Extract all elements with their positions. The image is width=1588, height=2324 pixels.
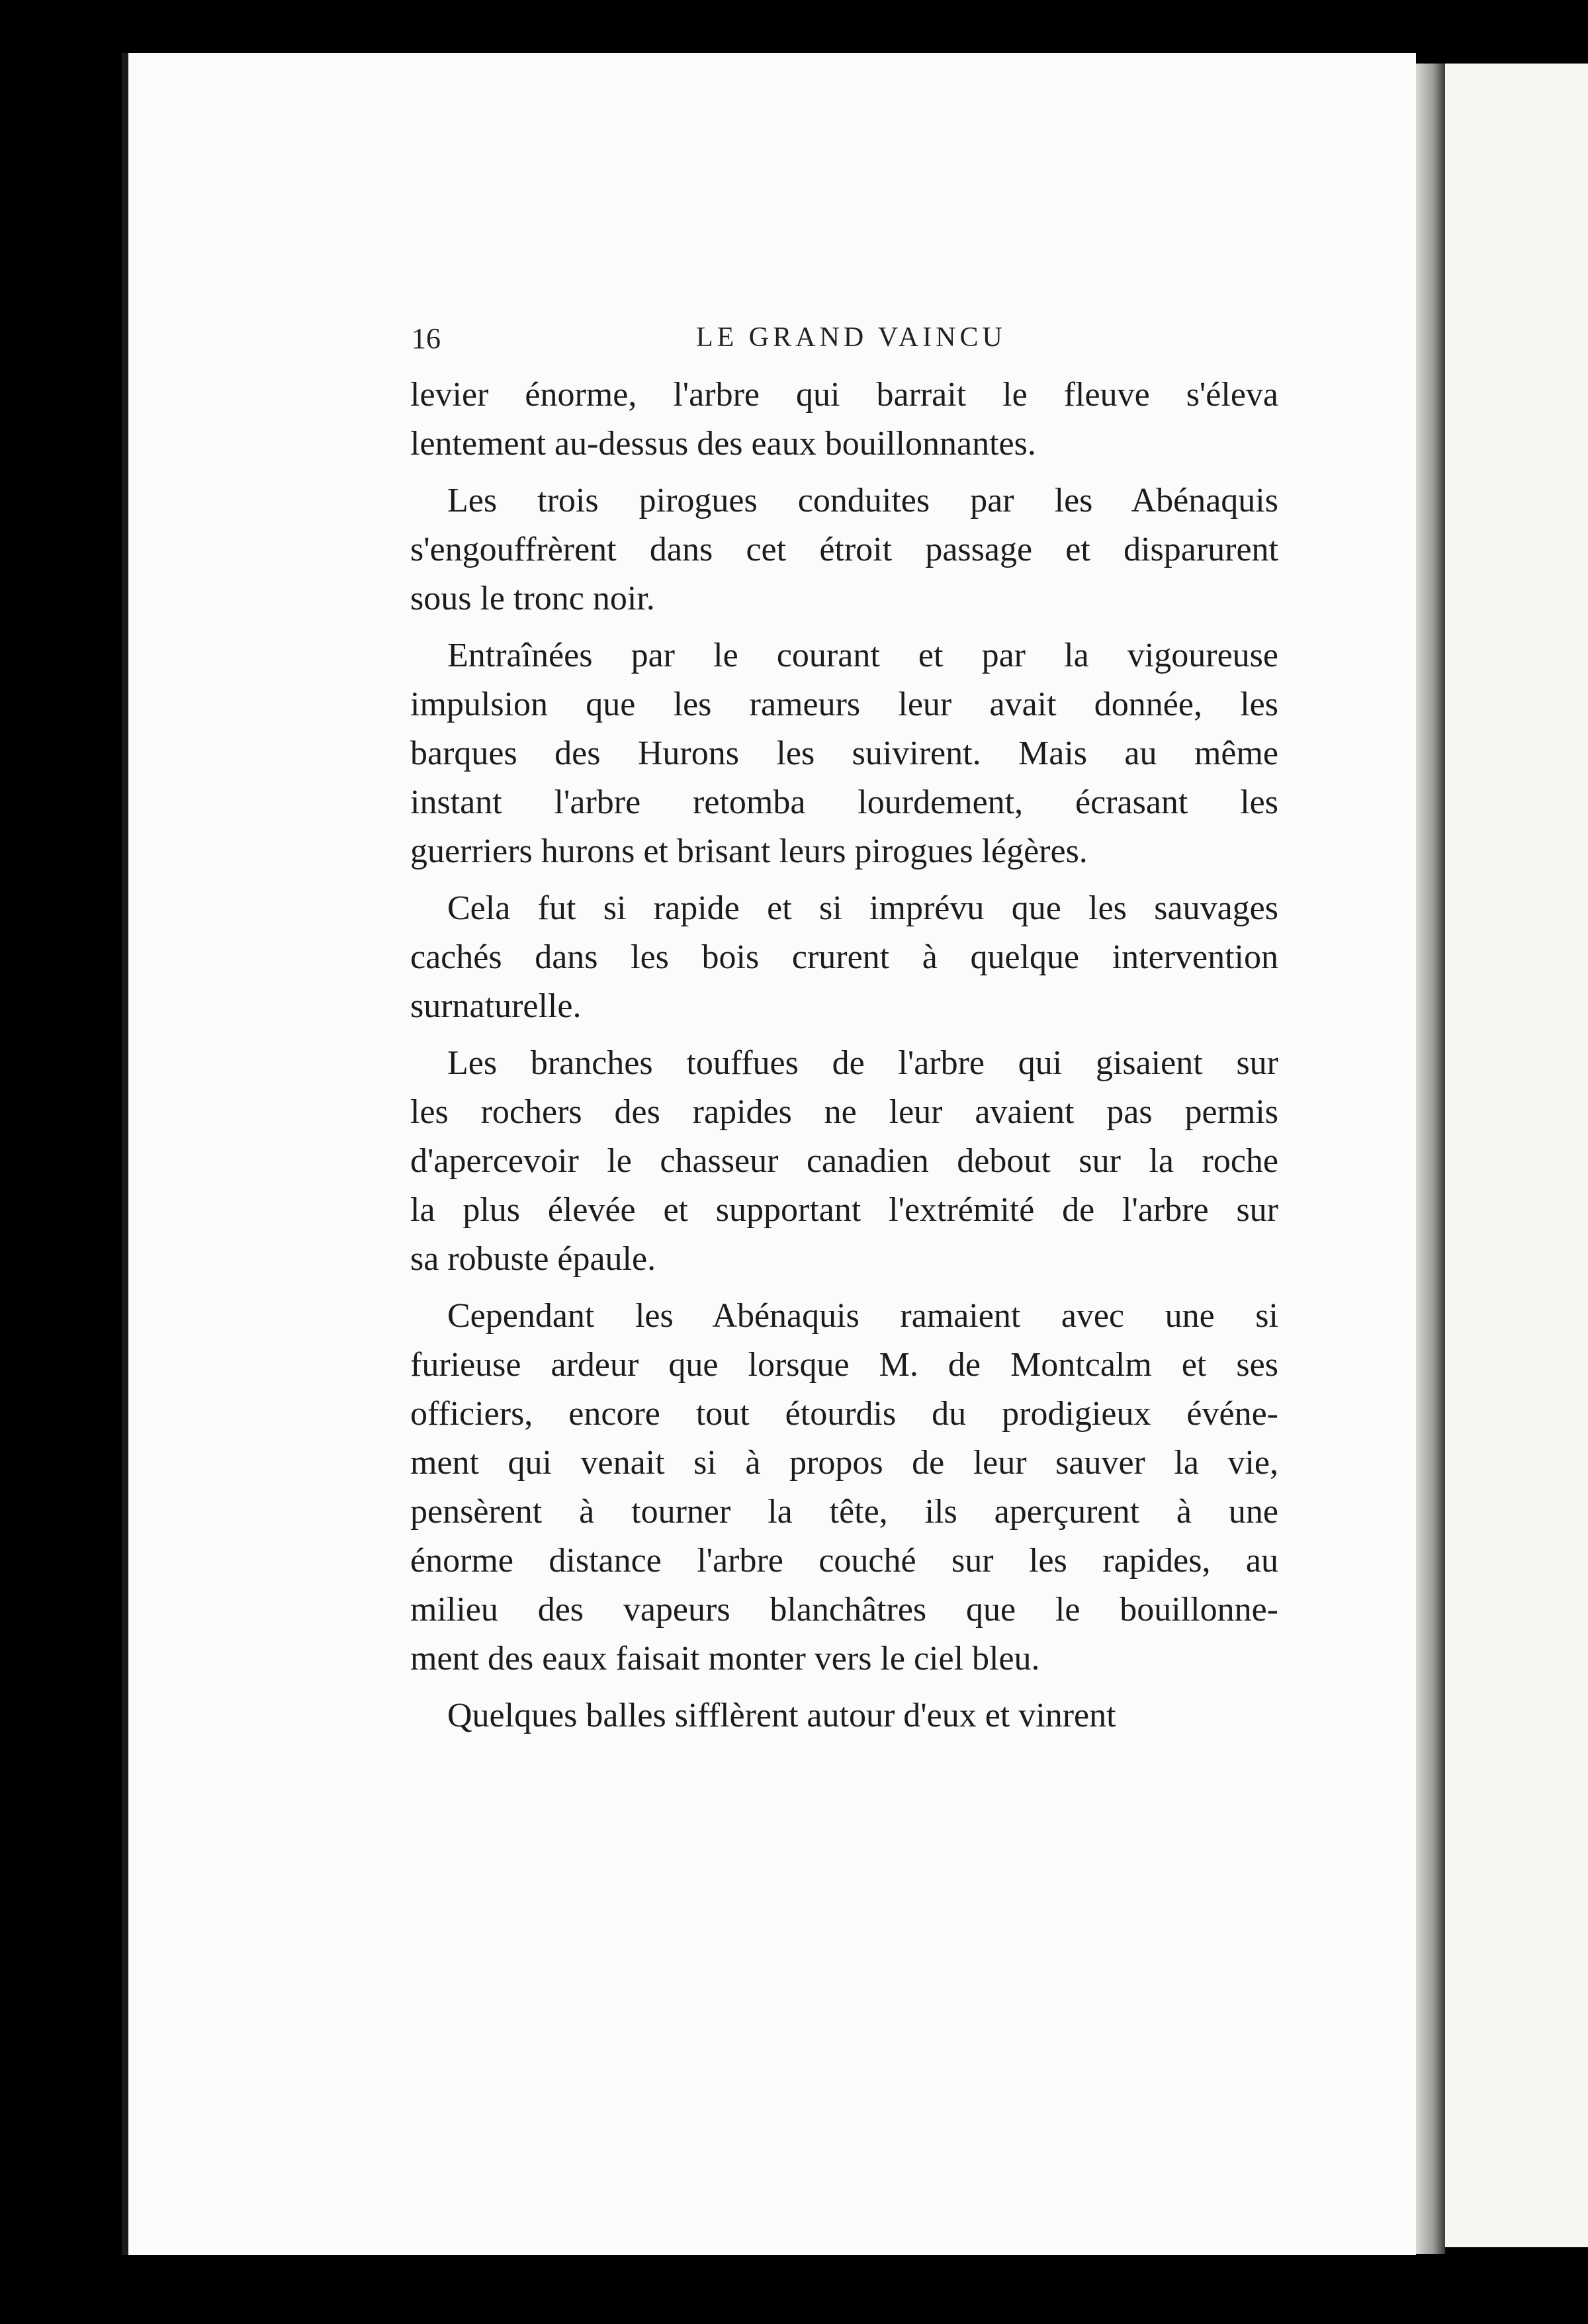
- paragraph: [410, 476, 1278, 623]
- text-line: la plus élevée et supportant l'extrémité de l'arbre sur: [410, 1191, 1278, 1229]
- text-line: Les trois pirogues conduites par les Abénaquis: [447, 482, 1278, 519]
- paragraph-gap: [410, 876, 1278, 884]
- running-head: [412, 322, 1278, 361]
- body-text: [410, 371, 1278, 1740]
- text-line: sous le tronc noir.: [410, 580, 655, 617]
- text-line: instant l'arbre retomba lourdement, écrasant les: [410, 783, 1278, 821]
- text-line: ment des eaux faisait monter vers le ciel bleu.: [410, 1640, 1040, 1677]
- text-line: Les branches touffues de l'arbre qui gisaient sur: [447, 1044, 1278, 1082]
- text-line: sa robuste épaule.: [410, 1240, 656, 1278]
- text-line: énorme distance l'arbre couché sur les rapides, au: [410, 1542, 1278, 1580]
- text-line: d'apercevoir le chasseur canadien debout sur la roche: [410, 1142, 1278, 1180]
- text-line: furieuse ardeur que lorsque M. de Montcalm et ses: [410, 1346, 1278, 1384]
- text-line: ment qui venait si à propos de leur sauver la vie,: [410, 1444, 1278, 1482]
- text-line: barques des Hurons les suivirent. Mais au même: [410, 735, 1278, 772]
- paragraph-gap: [410, 1683, 1278, 1691]
- paragraph: [410, 631, 1278, 876]
- paragraph-gap: [410, 1284, 1278, 1292]
- text-line: Cependant les Abénaquis ramaient avec une si: [447, 1297, 1278, 1335]
- text-line: levier énorme, l'arbre qui barrait le fleuve s'éleva: [410, 376, 1278, 414]
- paragraph: [410, 884, 1278, 1031]
- text-line: s'engouffrèrent dans cet étroit passage et disparurent: [410, 531, 1278, 568]
- text-line: Quelques balles sifflèrent autour d'eux et vinrent: [447, 1697, 1116, 1734]
- book-gutter: [1416, 64, 1445, 2254]
- running-title: LE GRAND VAINCU: [696, 322, 1006, 353]
- paragraph-gap: [410, 469, 1278, 476]
- text-line: officiers, encore tout étourdis du prodigieux événe-: [410, 1395, 1278, 1433]
- right-page: [1445, 64, 1588, 2247]
- text-line: les rochers des rapides ne leur avaient pas permis: [410, 1093, 1278, 1131]
- text-line: cachés dans les bois crurent à quelque intervention: [410, 938, 1278, 976]
- text-line: surnaturelle.: [410, 987, 582, 1025]
- text-line: milieu des vapeurs blanchâtres que le bouillonne-: [410, 1591, 1278, 1629]
- paragraph-gap: [410, 623, 1278, 631]
- text-line: pensèrent à tourner la tête, ils aperçurent à une: [410, 1493, 1278, 1531]
- text-line: impulsion que les rameurs leur avait donnée, les: [410, 686, 1278, 723]
- text-line: Cela fut si rapide et si imprévu que les sauvages: [447, 889, 1278, 927]
- paragraph: [410, 1691, 1278, 1740]
- text-line: lentement au-dessus des eaux bouillonnantes.: [410, 425, 1036, 463]
- page-number: 16: [412, 322, 441, 355]
- text-line: Entraînées par le courant et par la vigoureuse: [447, 637, 1278, 674]
- paragraph: [410, 1039, 1278, 1284]
- paragraph: [410, 371, 1278, 469]
- paragraph: [410, 1292, 1278, 1683]
- paragraph-gap: [410, 1031, 1278, 1039]
- text-line: guerriers hurons et brisant leurs pirogues légères.: [410, 832, 1088, 870]
